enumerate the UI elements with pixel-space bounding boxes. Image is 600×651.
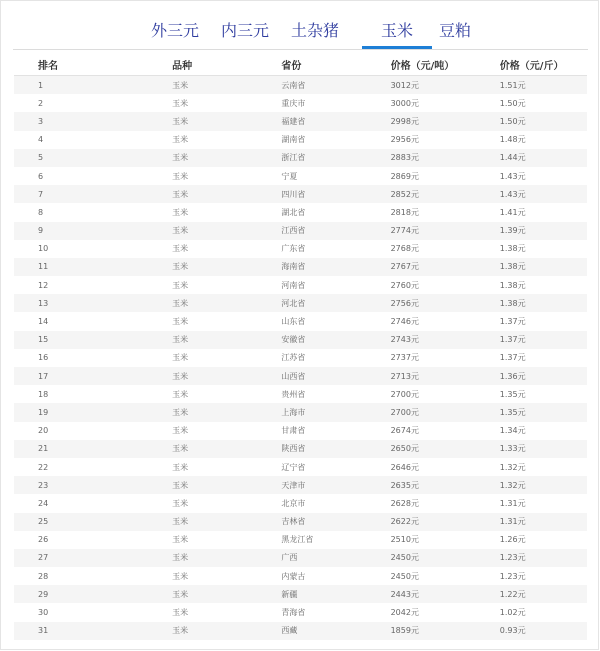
table-row bbox=[14, 513, 587, 531]
cell-price-per-ton: 2760元 bbox=[390, 280, 419, 290]
tab-wai-san-yuan[interactable]: 外三元 bbox=[151, 21, 200, 40]
cell-rank: 29 bbox=[38, 589, 49, 599]
cell-variety: 玉米 bbox=[172, 535, 189, 545]
cell-province: 重庆市 bbox=[281, 98, 306, 108]
cell-price-per-jin: 0.93元 bbox=[499, 626, 526, 636]
cell-price-per-ton: 2700元 bbox=[390, 407, 419, 417]
cell-variety: 玉米 bbox=[172, 298, 189, 308]
header-price-per-jin: 价格（元/斤） bbox=[499, 60, 564, 72]
cell-price-per-ton: 2622元 bbox=[390, 517, 419, 527]
cell-province: 青海省 bbox=[281, 608, 306, 618]
table-row bbox=[14, 440, 587, 458]
cell-rank: 27 bbox=[38, 553, 49, 563]
cell-province: 吉林省 bbox=[281, 517, 306, 527]
cell-rank: 1 bbox=[38, 80, 44, 90]
cell-province: 宁夏 bbox=[281, 171, 298, 181]
cell-price-per-ton: 2650元 bbox=[390, 444, 419, 454]
cell-variety: 玉米 bbox=[172, 571, 189, 581]
cell-price-per-ton: 2743元 bbox=[390, 335, 419, 345]
cell-price-per-jin: 1.31元 bbox=[499, 498, 526, 508]
tab-bar bbox=[13, 13, 588, 50]
cell-price-per-jin: 1.32元 bbox=[499, 480, 526, 490]
cell-price-per-ton: 2713元 bbox=[390, 371, 419, 381]
cell-variety: 玉米 bbox=[172, 426, 189, 436]
tab-dou-po[interactable]: 豆粕 bbox=[439, 21, 472, 40]
table-row bbox=[14, 531, 587, 549]
cell-price-per-ton: 2635元 bbox=[390, 480, 419, 490]
table-row bbox=[14, 567, 587, 585]
cell-variety: 玉米 bbox=[172, 517, 189, 527]
table-row bbox=[14, 549, 587, 567]
cell-price-per-jin: 1.44元 bbox=[499, 153, 526, 163]
cell-rank: 25 bbox=[38, 517, 49, 527]
header-variety: 品种 bbox=[172, 60, 193, 72]
cell-variety: 玉米 bbox=[172, 589, 189, 599]
cell-price-per-ton: 3000元 bbox=[390, 98, 419, 108]
cell-price-per-jin: 1.51元 bbox=[499, 80, 526, 90]
cell-province: 上海市 bbox=[281, 407, 306, 417]
cell-price-per-ton: 2767元 bbox=[390, 262, 419, 272]
cell-rank: 6 bbox=[38, 171, 44, 181]
cell-price-per-jin: 1.33元 bbox=[499, 444, 526, 454]
cell-variety: 玉米 bbox=[172, 335, 189, 345]
cell-variety: 玉米 bbox=[172, 135, 189, 145]
cell-price-per-jin: 1.39元 bbox=[499, 226, 526, 236]
cell-rank: 18 bbox=[38, 389, 49, 399]
cell-province: 江西省 bbox=[281, 226, 306, 236]
cell-price-per-ton: 2628元 bbox=[390, 498, 419, 508]
price-table bbox=[14, 53, 587, 640]
cell-variety: 玉米 bbox=[172, 608, 189, 618]
cell-rank: 14 bbox=[38, 317, 49, 327]
tab-nei-san-yuan[interactable]: 内三元 bbox=[221, 21, 270, 40]
table-row bbox=[14, 240, 587, 258]
cell-rank: 11 bbox=[38, 262, 49, 272]
cell-rank: 13 bbox=[38, 298, 49, 308]
cell-price-per-ton: 2998元 bbox=[390, 116, 419, 126]
table-row bbox=[14, 403, 587, 421]
table-row bbox=[14, 222, 587, 240]
cell-province: 河南省 bbox=[281, 280, 306, 290]
cell-rank: 16 bbox=[38, 353, 49, 363]
table-row bbox=[14, 422, 587, 440]
cell-price-per-jin: 1.02元 bbox=[499, 608, 526, 618]
cell-province: 甘肃省 bbox=[281, 426, 306, 436]
table-row bbox=[14, 385, 587, 403]
cell-province: 贵州省 bbox=[281, 389, 306, 399]
table-row bbox=[14, 294, 587, 312]
cell-price-per-jin: 1.38元 bbox=[499, 280, 526, 290]
table-row bbox=[14, 585, 587, 603]
cell-price-per-ton: 2450元 bbox=[390, 571, 419, 581]
cell-variety: 玉米 bbox=[172, 498, 189, 508]
cell-province: 湖北省 bbox=[281, 207, 306, 217]
cell-price-per-jin: 1.26元 bbox=[499, 535, 526, 545]
cell-province: 湖南省 bbox=[281, 135, 306, 145]
cell-province: 广东省 bbox=[281, 244, 306, 254]
cell-rank: 30 bbox=[38, 608, 49, 618]
cell-price-per-jin: 1.32元 bbox=[499, 462, 526, 472]
cell-province: 辽宁省 bbox=[281, 462, 306, 472]
cell-rank: 4 bbox=[38, 135, 44, 145]
cell-rank: 2 bbox=[38, 98, 44, 108]
cell-price-per-ton: 2774元 bbox=[390, 226, 419, 236]
cell-price-per-ton: 2818元 bbox=[390, 207, 419, 217]
cell-province: 河北省 bbox=[281, 298, 306, 308]
header-price-per-ton: 价格（元/吨） bbox=[390, 60, 455, 72]
header-rank: 排名 bbox=[38, 60, 58, 72]
cell-variety: 玉米 bbox=[172, 317, 189, 327]
cell-rank: 19 bbox=[38, 407, 49, 417]
table-row bbox=[14, 494, 587, 512]
cell-rank: 28 bbox=[38, 571, 49, 581]
table-row bbox=[14, 276, 587, 294]
cell-province: 海南省 bbox=[281, 262, 306, 272]
cell-price-per-jin: 1.41元 bbox=[499, 207, 526, 217]
cell-rank: 23 bbox=[38, 480, 49, 490]
cell-rank: 21 bbox=[38, 444, 49, 454]
cell-price-per-ton: 2646元 bbox=[390, 462, 419, 472]
cell-variety: 玉米 bbox=[172, 407, 189, 417]
cell-price-per-jin: 1.38元 bbox=[499, 244, 526, 254]
cell-price-per-ton: 2450元 bbox=[390, 553, 419, 563]
cell-price-per-jin: 1.37元 bbox=[499, 335, 526, 345]
cell-variety: 玉米 bbox=[172, 226, 189, 236]
cell-rank: 22 bbox=[38, 462, 49, 472]
cell-province: 山东省 bbox=[281, 317, 306, 327]
cell-province: 新疆 bbox=[281, 589, 298, 599]
cell-rank: 7 bbox=[38, 189, 44, 199]
cell-price-per-ton: 2746元 bbox=[390, 317, 419, 327]
cell-price-per-ton: 2737元 bbox=[390, 353, 419, 363]
cell-variety: 玉米 bbox=[172, 553, 189, 563]
cell-variety: 玉米 bbox=[172, 189, 189, 199]
cell-variety: 玉米 bbox=[172, 207, 189, 217]
cell-price-per-jin: 1.50元 bbox=[499, 116, 526, 126]
cell-price-per-jin: 1.38元 bbox=[499, 262, 526, 272]
cell-price-per-jin: 1.35元 bbox=[499, 389, 526, 399]
cell-variety: 玉米 bbox=[172, 626, 189, 636]
cell-variety: 玉米 bbox=[172, 244, 189, 254]
cell-variety: 玉米 bbox=[172, 480, 189, 490]
cell-variety: 玉米 bbox=[172, 98, 189, 108]
cell-province: 云南省 bbox=[281, 80, 306, 90]
table-row bbox=[14, 331, 587, 349]
cell-variety: 玉米 bbox=[172, 444, 189, 454]
cell-price-per-jin: 1.31元 bbox=[499, 517, 526, 527]
cell-variety: 玉米 bbox=[172, 153, 189, 163]
table-row bbox=[14, 622, 587, 640]
cell-rank: 9 bbox=[38, 226, 44, 236]
cell-province: 广西 bbox=[281, 553, 298, 563]
table-row bbox=[14, 367, 587, 385]
cell-price-per-jin: 1.22元 bbox=[499, 589, 526, 599]
table-row bbox=[14, 131, 587, 149]
cell-province: 陕西省 bbox=[281, 444, 306, 454]
cell-price-per-ton: 2852元 bbox=[390, 189, 419, 199]
cell-price-per-jin: 1.48元 bbox=[499, 135, 526, 145]
table-row bbox=[14, 149, 587, 167]
cell-rank: 26 bbox=[38, 535, 49, 545]
cell-price-per-ton: 2042元 bbox=[390, 608, 419, 618]
cell-price-per-ton: 1859元 bbox=[390, 626, 419, 636]
cell-province: 北京市 bbox=[281, 498, 306, 508]
cell-variety: 玉米 bbox=[172, 116, 189, 126]
cell-price-per-ton: 2700元 bbox=[390, 389, 419, 399]
cell-province: 江苏省 bbox=[281, 353, 306, 363]
tab-tu-za-zhu[interactable]: 土杂猪 bbox=[291, 21, 340, 40]
cell-province: 浙江省 bbox=[281, 153, 306, 163]
cell-variety: 玉米 bbox=[172, 80, 189, 90]
cell-province: 四川省 bbox=[281, 189, 306, 199]
table-row bbox=[14, 258, 587, 276]
cell-variety: 玉米 bbox=[172, 262, 189, 272]
table-row bbox=[14, 112, 587, 130]
cell-rank: 12 bbox=[38, 280, 49, 290]
table-row bbox=[14, 94, 587, 112]
cell-price-per-ton: 2883元 bbox=[390, 153, 419, 163]
cell-variety: 玉米 bbox=[172, 462, 189, 472]
table-row bbox=[14, 203, 587, 221]
cell-province: 天津市 bbox=[281, 480, 306, 490]
cell-variety: 玉米 bbox=[172, 171, 189, 181]
cell-province: 山西省 bbox=[281, 371, 306, 381]
cell-price-per-ton: 2443元 bbox=[390, 589, 419, 599]
cell-rank: 15 bbox=[38, 335, 49, 345]
table-row bbox=[14, 349, 587, 367]
table-header-row bbox=[14, 53, 587, 76]
cell-variety: 玉米 bbox=[172, 280, 189, 290]
cell-price-per-jin: 1.50元 bbox=[499, 98, 526, 108]
table-row bbox=[14, 458, 587, 476]
table-body bbox=[14, 76, 587, 640]
cell-price-per-ton: 2674元 bbox=[390, 426, 419, 436]
cell-province: 黑龙江省 bbox=[281, 535, 314, 545]
active-tab-indicator bbox=[362, 46, 432, 49]
cell-price-per-jin: 1.43元 bbox=[499, 171, 526, 181]
cell-variety: 玉米 bbox=[172, 389, 189, 399]
tab-yu-mi[interactable]: 玉米 bbox=[381, 21, 414, 40]
cell-price-per-jin: 1.37元 bbox=[499, 317, 526, 327]
table-row bbox=[14, 167, 587, 185]
cell-price-per-ton: 2510元 bbox=[390, 535, 419, 545]
table-row bbox=[14, 312, 587, 330]
cell-variety: 玉米 bbox=[172, 353, 189, 363]
cell-price-per-jin: 1.23元 bbox=[499, 571, 526, 581]
cell-price-per-ton: 2756元 bbox=[390, 298, 419, 308]
cell-price-per-jin: 1.38元 bbox=[499, 298, 526, 308]
cell-province: 安徽省 bbox=[281, 335, 306, 345]
cell-price-per-jin: 1.36元 bbox=[499, 371, 526, 381]
cell-rank: 10 bbox=[38, 244, 49, 254]
table-row bbox=[14, 476, 587, 494]
cell-rank: 5 bbox=[38, 153, 44, 163]
cell-rank: 8 bbox=[38, 207, 44, 217]
cell-variety: 玉米 bbox=[172, 371, 189, 381]
cell-rank: 20 bbox=[38, 426, 49, 436]
cell-rank: 24 bbox=[38, 498, 49, 508]
cell-rank: 17 bbox=[38, 371, 49, 381]
cell-province: 西藏 bbox=[281, 626, 298, 636]
cell-province: 福建省 bbox=[281, 116, 306, 126]
cell-price-per-ton: 2869元 bbox=[390, 171, 419, 181]
table-row bbox=[14, 603, 587, 621]
table-row bbox=[14, 76, 587, 94]
header-province: 省份 bbox=[281, 60, 302, 72]
cell-rank: 31 bbox=[38, 626, 49, 636]
cell-price-per-jin: 1.23元 bbox=[499, 553, 526, 563]
cell-price-per-ton: 3012元 bbox=[390, 80, 419, 90]
table-row bbox=[14, 185, 587, 203]
cell-price-per-ton: 2956元 bbox=[390, 135, 419, 145]
cell-price-per-ton: 2768元 bbox=[390, 244, 419, 254]
cell-price-per-jin: 1.35元 bbox=[499, 407, 526, 417]
cell-rank: 3 bbox=[38, 116, 44, 126]
cell-price-per-jin: 1.37元 bbox=[499, 353, 526, 363]
cell-price-per-jin: 1.43元 bbox=[499, 189, 526, 199]
cell-province: 内蒙古 bbox=[281, 571, 306, 581]
cell-price-per-jin: 1.34元 bbox=[499, 426, 526, 436]
